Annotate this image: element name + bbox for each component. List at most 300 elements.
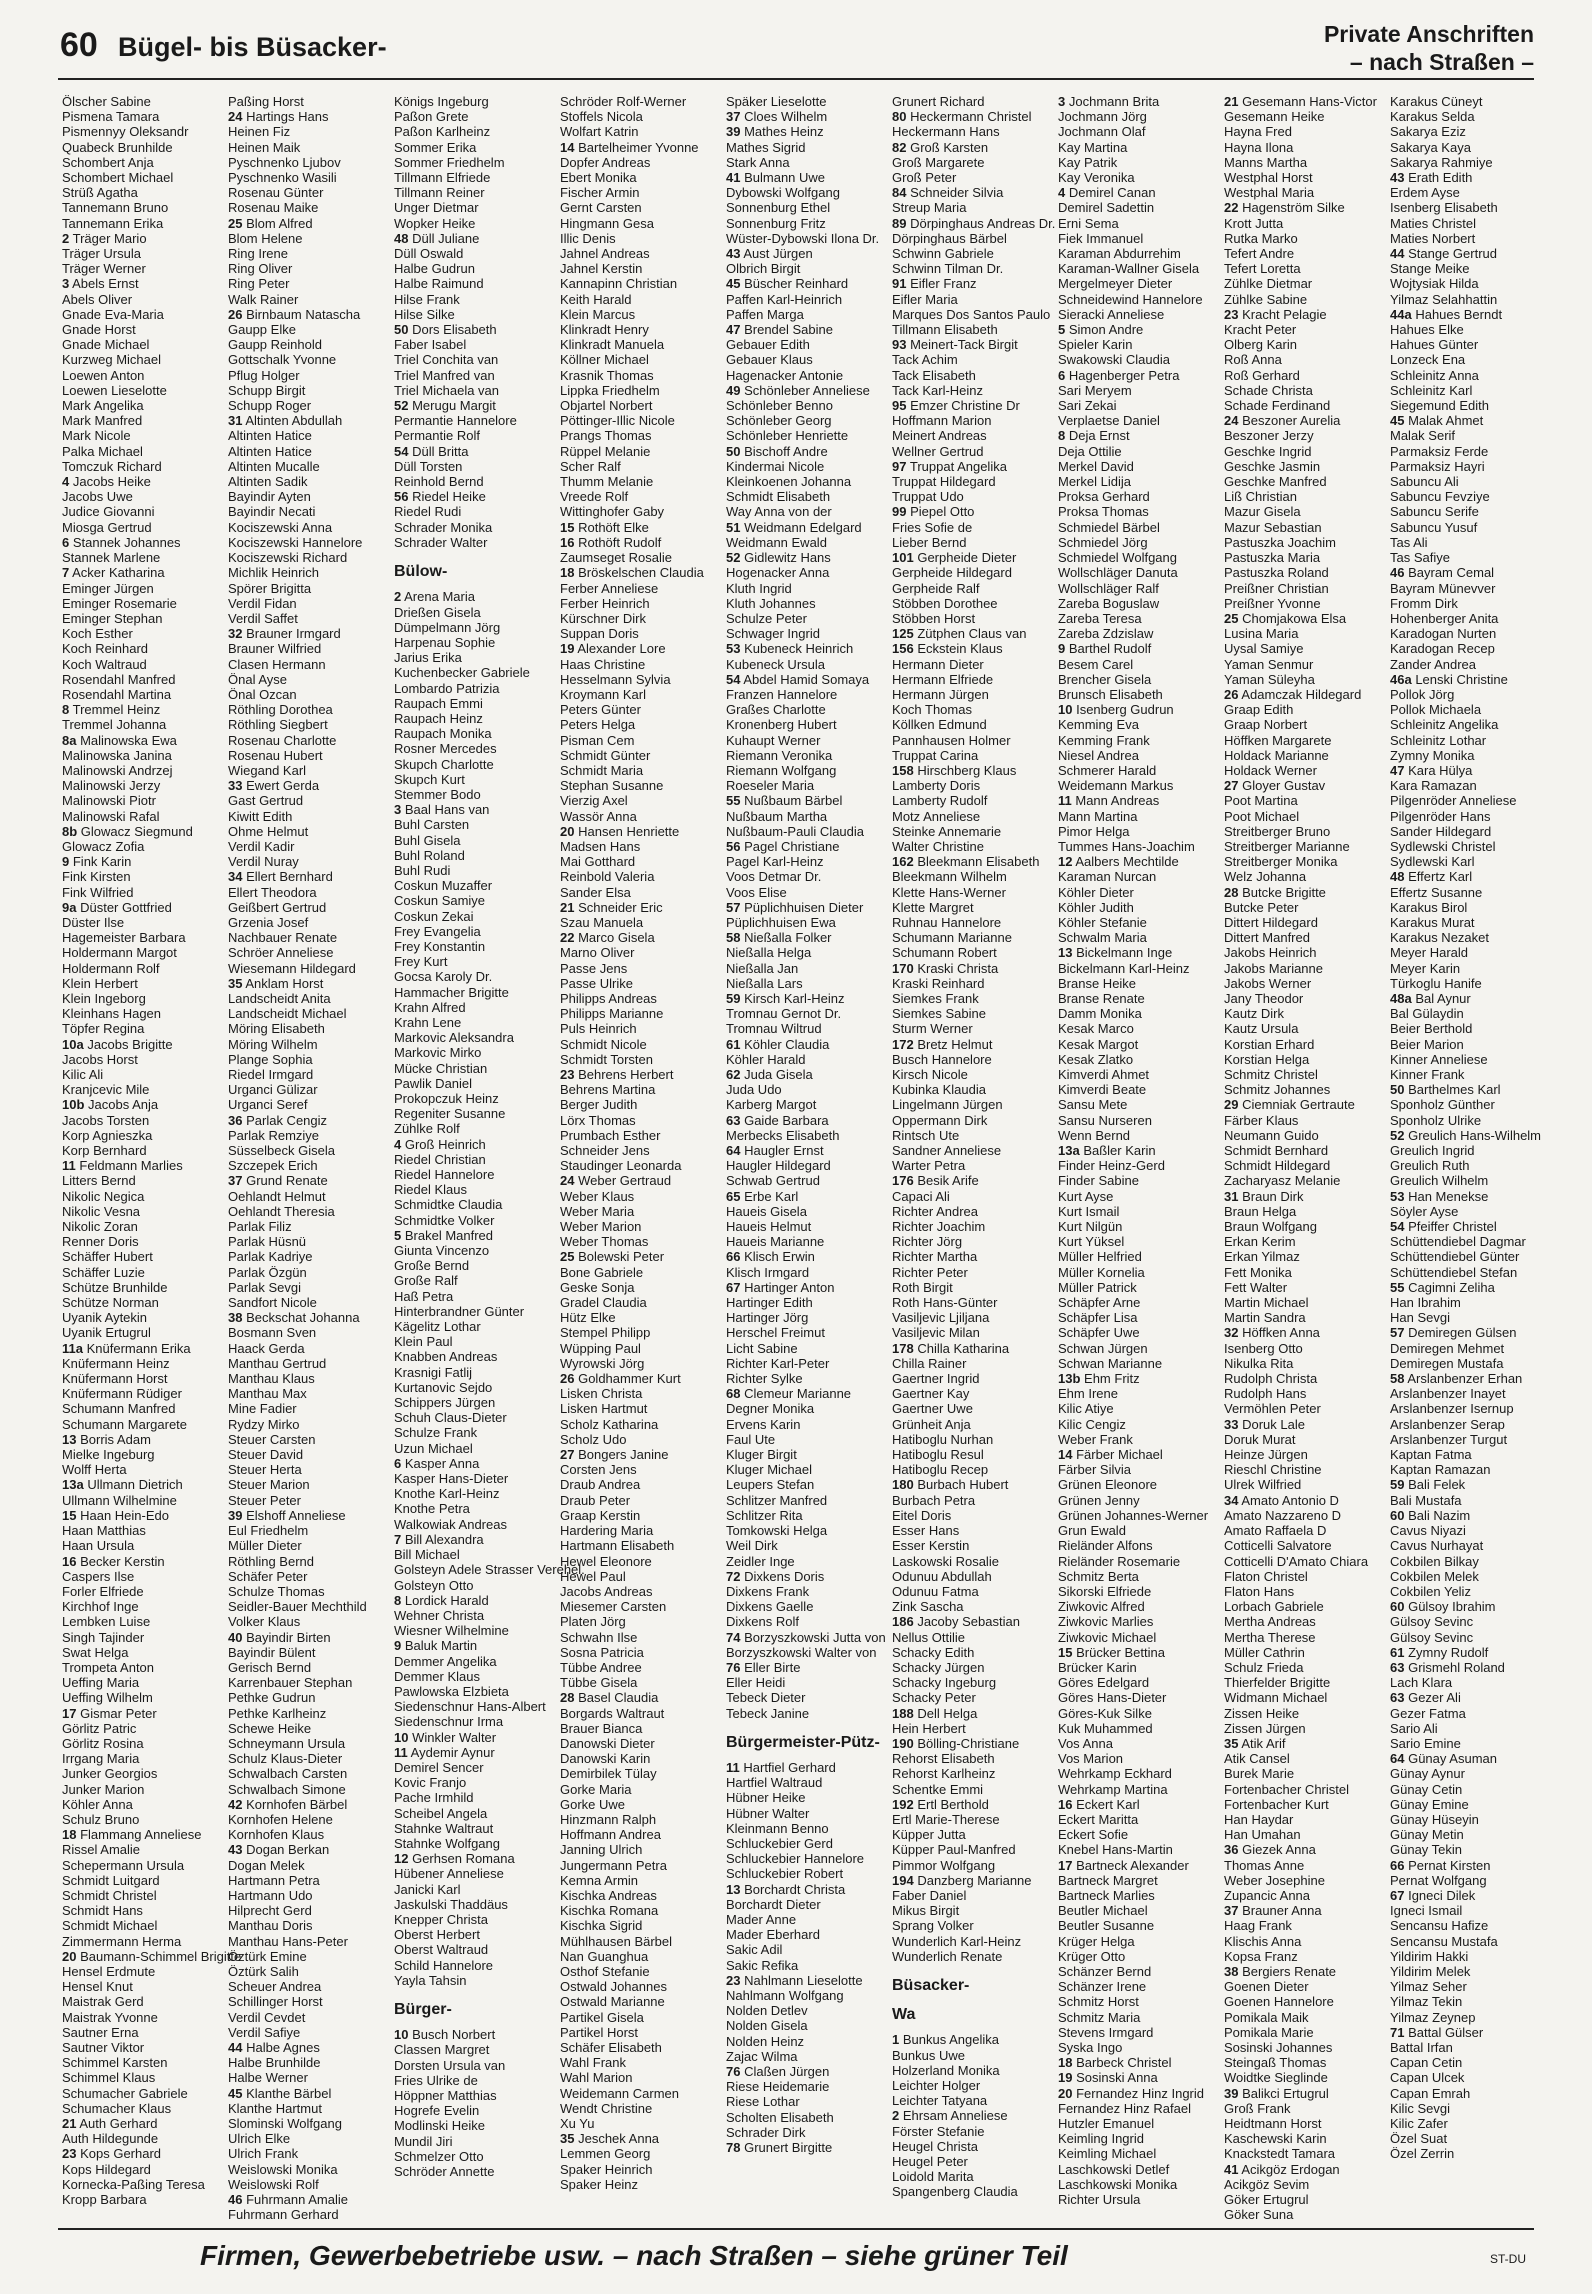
- directory-entry: Köhler Harald: [726, 1051, 806, 1067]
- directory-entry: Altinten Mucalle: [228, 458, 320, 474]
- directory-entry: Wiesner Wilhelmine: [394, 1623, 509, 1639]
- directory-entry: Ervens Karin: [726, 1416, 801, 1432]
- directory-entry: Sakarya Eziz: [1390, 124, 1466, 140]
- section-heading-line2: – nach Straßen –: [1349, 49, 1534, 75]
- directory-entry: Stoffels Nicola: [560, 109, 643, 125]
- directory-entry: Parlak Özgün: [228, 1264, 307, 1280]
- directory-entry: Prumbach Esther: [560, 1127, 661, 1143]
- directory-entry: Rudolph Hans: [1224, 1386, 1307, 1402]
- directory-entry: Jahnel Kerstin: [560, 261, 643, 277]
- directory-column-5: [726, 94, 889, 2155]
- directory-entry: Kurzweg Michael: [62, 352, 161, 368]
- resident-name: Gerpheide Dieter: [917, 550, 1017, 566]
- directory-entry: Passe Jens: [560, 960, 628, 976]
- directory-entry: Bayindir Necati: [228, 504, 316, 520]
- resident-name: Danzberg Marianne: [917, 1872, 1032, 1888]
- directory-entry: Eminger Jürgen: [62, 580, 154, 596]
- directory-entry: Laschkowski Monika: [1058, 2176, 1178, 2192]
- directory-entry: Höffken Margarete: [1224, 732, 1332, 748]
- house-number: 62: [726, 1067, 741, 1082]
- directory-entry: Wopker Heike: [394, 215, 476, 231]
- directory-entry: Litters Bernd: [62, 1173, 136, 1189]
- directory-entry: Mertha Andreas: [1224, 1614, 1316, 1630]
- directory-entry: Tremmel Johanna: [62, 717, 167, 733]
- directory-entry: Meyer Karin: [1390, 960, 1461, 976]
- directory-entry: Röthling Bernd: [228, 1553, 314, 1569]
- directory-entry: Siegemund Edith: [1390, 398, 1490, 414]
- house-number: 194: [892, 1872, 914, 1888]
- directory-entry: Geske Sonja: [560, 1279, 635, 1295]
- house-number: 58: [726, 930, 741, 946]
- resident-name: Kasper Anna: [404, 1455, 480, 1471]
- directory-entry: Wendt Christine: [560, 2100, 653, 2116]
- directory-entry: Krahn Lene: [394, 1014, 462, 1030]
- directory-entry: Klein Herbert: [62, 975, 138, 991]
- resident-name: Günay Asuman: [1408, 1751, 1497, 1767]
- directory-entry: Platen Jörg: [560, 1614, 626, 1630]
- directory-entry: Gezer Fatma: [1390, 1705, 1466, 1721]
- directory-entry: Stevens Irmgard: [1058, 2024, 1154, 2040]
- directory-entry: Verdil Kadir: [228, 838, 295, 854]
- directory-entry: Deja Ottilie: [1058, 443, 1122, 459]
- directory-entry: Battal Irfan: [1390, 2040, 1453, 2055]
- directory-entry: Manthau Klaus: [228, 1371, 315, 1387]
- directory-entry: Özel Suat: [1390, 2131, 1448, 2147]
- directory-entry: Fett Walter: [1224, 1279, 1288, 1295]
- directory-entry: Wehrkamp Martina: [1058, 1781, 1168, 1797]
- resident-name: Düll Britta: [412, 443, 469, 459]
- directory-entry: Roß Gerhard: [1224, 367, 1300, 383]
- directory-entry: Marques Dos Santos Paulo: [892, 306, 1051, 322]
- directory-entry: Plange Sophia: [228, 1051, 313, 1067]
- directory-entry: [228, 216, 391, 231]
- directory-entry: Chilla Rainer: [892, 1355, 967, 1371]
- directory-entry: Manthau Max: [228, 1386, 307, 1402]
- resident-name: Jacoby Sebastian: [917, 1614, 1020, 1630]
- resident-name: Jeschek Anna: [578, 2131, 660, 2147]
- directory-entry: Ziwkovic Michael: [1058, 1629, 1157, 1645]
- directory-entry: Strüß Agatha: [62, 185, 138, 201]
- directory-entry: [1390, 565, 1553, 580]
- directory-entry: Wollschläger Danuta: [1058, 565, 1178, 581]
- directory-entry: Kropp Barbara: [62, 2192, 147, 2208]
- directory-entry: Kilic Sevgi: [1390, 2100, 1450, 2116]
- directory-entry: Rehorst Karlheinz: [892, 1766, 996, 1782]
- directory-entry: Steuer David: [228, 1447, 304, 1463]
- directory-entry: Oehlandt Theresia: [228, 1203, 335, 1219]
- directory-entry: [228, 109, 391, 124]
- directory-entry: Schleinitz Anna: [1390, 367, 1479, 383]
- directory-entry: Rieländer Rosemarie: [1058, 1553, 1181, 1569]
- directory-entry: Tefert Loretta: [1224, 261, 1301, 277]
- house-number: 33: [228, 778, 243, 794]
- directory-entry: Esser Hans: [892, 1523, 960, 1539]
- directory-entry: Tomkowski Helga: [726, 1523, 828, 1539]
- directory-entry: Zühlke Rolf: [394, 1121, 460, 1137]
- directory-entry: Voos Elise: [726, 884, 787, 900]
- directory-column-4: [560, 94, 723, 2192]
- directory-entry: Cotticelli D'Amato Chiara: [1224, 1553, 1369, 1569]
- directory-entry: Schrader Monika: [394, 519, 493, 535]
- directory-entry: Loewen Anton: [62, 367, 145, 383]
- directory-entry: [62, 1158, 225, 1173]
- directory-entry: Richter Jörg: [892, 1234, 963, 1250]
- directory-entry: Hardering Maria: [560, 1523, 654, 1539]
- directory-entry: Hütz Elke: [560, 1310, 616, 1326]
- directory-entry: Kaptan Fatma: [1390, 1447, 1472, 1463]
- directory-entry: [1058, 1143, 1221, 1158]
- directory-entry: Hübner Walter: [726, 1805, 810, 1821]
- directory-entry: [1390, 1751, 1553, 1766]
- directory-entry: Paffen Marga: [726, 306, 804, 322]
- directory-entry: Bill Michael: [394, 1547, 460, 1563]
- directory-entry: Kubinka Klaudia: [892, 1082, 986, 1098]
- directory-entry: Haag Frank: [1224, 1918, 1292, 1934]
- directory-entry: [1058, 2055, 1221, 2070]
- directory-entry: Sario Emine: [1390, 1735, 1461, 1751]
- directory-entry: Hagemeister Barbara: [62, 930, 186, 946]
- directory-entry: Fischer Armin: [560, 185, 640, 201]
- resident-name: Püplichhuisen Dieter: [744, 899, 864, 915]
- directory-entry: Sandner Anneliese: [892, 1143, 1002, 1159]
- directory-entry: [726, 550, 889, 565]
- directory-entry: Triel Manfred van: [394, 367, 495, 383]
- directory-entry: Bali Mustafa: [1390, 1492, 1462, 1508]
- directory-entry: Ferber Heinrich: [560, 595, 650, 611]
- house-number: 180: [892, 1477, 914, 1493]
- house-number: 71: [1390, 2024, 1405, 2040]
- directory-entry: Corsten Jens: [560, 1462, 637, 1478]
- directory-entry: Kilic Cengiz: [1058, 1416, 1126, 1432]
- directory-entry: Malinowski Piotr: [62, 793, 156, 809]
- resident-name: Brakel Manfred: [404, 1227, 494, 1243]
- directory-entry: Ostwald Marianne: [560, 1994, 665, 2010]
- directory-entry: Malak Serif: [1390, 428, 1456, 444]
- resident-name: Chilla Katharina: [917, 1340, 1010, 1356]
- resident-name: Alexander Lore: [577, 641, 666, 657]
- directory-entry: [892, 1706, 1055, 1721]
- resident-name: Ehm Fritz: [1084, 1371, 1140, 1387]
- directory-entry: Schröder Rolf-Werner: [560, 94, 687, 109]
- resident-name: Fernandez Hinz Ingrid: [1076, 2085, 1204, 2101]
- directory-entry: Ulrek Wilfried: [1224, 1477, 1302, 1493]
- directory-entry: Goenen Dieter: [1224, 1979, 1309, 1995]
- directory-entry: Stephan Susanne: [560, 778, 664, 794]
- directory-entry: Scholten Elisabeth: [726, 2109, 834, 2125]
- directory-entry: Oehlandt Helmut: [228, 1188, 326, 1204]
- directory-entry: Parmaksiz Ferde: [1390, 443, 1489, 459]
- resident-name: Kracht Pelagie: [1242, 306, 1327, 322]
- directory-entry: Schmitz Christel: [1224, 1067, 1318, 1082]
- directory-entry: Bal Gülaydin: [1390, 1006, 1464, 1022]
- directory-entry: Capan Cetin: [1390, 2055, 1463, 2071]
- directory-entry: Yaman Süleyha: [1224, 671, 1315, 687]
- directory-entry: Schäffer Hubert: [62, 1249, 153, 1265]
- directory-entry: Manthau Gertrud: [228, 1355, 327, 1371]
- house-number: 19: [1058, 2070, 1073, 2086]
- directory-entry: Kleinmann Benno: [726, 1820, 829, 1836]
- directory-entry: Ruhnau Hannelore: [892, 914, 1002, 930]
- directory-entry: [228, 413, 391, 428]
- directory-entry: [1390, 1645, 1553, 1660]
- resident-name: Parlak Cengiz: [246, 1112, 328, 1128]
- house-number: 12: [1058, 854, 1073, 870]
- house-number: 16: [62, 1553, 77, 1569]
- directory-entry: Mazur Gisela: [1224, 504, 1301, 520]
- directory-entry: Riedel Christian: [394, 1151, 486, 1167]
- directory-entry: Scheuer Andrea: [228, 1979, 322, 1995]
- house-number: 54: [1390, 1219, 1405, 1235]
- directory-entry: [62, 231, 225, 246]
- directory-entry: Verplaetse Daniel: [1058, 413, 1160, 429]
- directory-entry: Singh Tajinder: [62, 1629, 145, 1645]
- directory-entry: Sieracki Anneliese: [1058, 306, 1165, 322]
- directory-entry: [726, 991, 889, 1006]
- directory-entry: Zareba Boguslaw: [1058, 595, 1160, 611]
- directory-entry: Sosna Patricia: [560, 1644, 644, 1660]
- directory-entry: [726, 1143, 889, 1158]
- directory-entry: Ebert Monika: [560, 170, 637, 186]
- directory-column-6: [892, 94, 1055, 2200]
- directory-entry: [560, 930, 723, 945]
- house-number: 68: [726, 1386, 741, 1402]
- directory-entry: [892, 1614, 1055, 1629]
- directory-entry: Hartinger Edith: [726, 1295, 813, 1311]
- resident-name: Barthelmes Karl: [1408, 1082, 1501, 1098]
- resident-name: Arslanbenzer Erhan: [1407, 1371, 1523, 1387]
- resident-name: Stange Gertrud: [1408, 246, 1497, 262]
- directory-entry: Zühlke Sabine: [1224, 291, 1308, 307]
- directory-entry: Leichter Tatyana: [892, 2093, 988, 2109]
- directory-entry: Günay Emine: [1390, 1796, 1469, 1812]
- resident-name: Büscher Reinhard: [744, 276, 849, 292]
- directory-entry: Hoffmann Andrea: [560, 1827, 661, 1843]
- directory-entry: Schmidt Maria: [560, 762, 644, 778]
- directory-entry: Paßon Karlheinz: [394, 124, 491, 140]
- house-number: 14: [560, 139, 575, 155]
- directory-entry: Riese Heidemarie: [726, 2079, 830, 2095]
- resident-name: Zütphen Claus van: [917, 626, 1027, 642]
- directory-entry: Way Anna von der: [726, 504, 832, 520]
- directory-entry: Düll Oswald: [394, 246, 464, 262]
- resident-name: Barthel Rudolf: [1068, 641, 1152, 657]
- directory-entry: Rehorst Elisabeth: [892, 1751, 995, 1767]
- directory-entry: Proksa Gerhard: [1058, 489, 1150, 505]
- house-number: 3: [62, 276, 70, 292]
- directory-entry: Motz Anneliese: [892, 808, 981, 824]
- resident-name: Schneider Silvia: [910, 185, 1004, 201]
- house-number: 89: [892, 215, 907, 231]
- directory-entry: Sencansu Hafize: [1390, 1918, 1489, 1934]
- resident-name: Cloes Wilhelm: [744, 109, 828, 125]
- directory-entry: Gernt Carsten: [560, 200, 642, 216]
- directory-entry: [560, 1371, 723, 1386]
- directory-entry: Markovic Mirko: [394, 1045, 482, 1061]
- directory-entry: [892, 763, 1055, 778]
- directory-entry: Bartneck Margret: [1058, 1872, 1158, 1888]
- section-heading-line1: Private Anschriften: [1323, 21, 1534, 47]
- directory-entry: Görlitz Patric: [62, 1720, 137, 1736]
- directory-entry: Hilprecht Gerd: [228, 1903, 312, 1919]
- directory-entry: Grünen Jenny: [1058, 1492, 1140, 1508]
- house-number: 26: [228, 306, 243, 322]
- directory-entry: Nießalla Jan: [726, 960, 799, 976]
- directory-entry: [892, 216, 1055, 231]
- directory-entry: Hohenberger Anita: [1390, 610, 1499, 626]
- house-number: 158: [892, 762, 914, 778]
- directory-entry: Raupach Monika: [394, 726, 492, 742]
- directory-entry: Erni Sema: [1058, 215, 1119, 231]
- directory-entry: Roth Hans-Günter: [892, 1295, 998, 1311]
- directory-entry: Pawlik Daniel: [394, 1075, 473, 1091]
- resident-name: Kraski Christa: [917, 960, 999, 976]
- resident-name: Gezer Ali: [1408, 1690, 1461, 1706]
- house-number: 33: [1224, 1416, 1239, 1432]
- directory-entry: Kleinkoenen Johanna: [726, 474, 852, 490]
- directory-entry: Altinten Sadik: [228, 474, 308, 490]
- directory-entry: Wunderlich Renate: [892, 1948, 1003, 1964]
- house-number: 59: [1390, 1477, 1405, 1493]
- house-number: 13a: [62, 1477, 84, 1493]
- house-number: 53: [726, 641, 741, 657]
- directory-entry: Heidtmann Horst: [1224, 2116, 1322, 2132]
- directory-entry: Kay Martina: [1058, 139, 1128, 155]
- directory-entry: Stöbben Horst: [892, 610, 976, 626]
- directory-entry: Beier Marion: [1390, 1036, 1464, 1052]
- directory-entry: Warter Petra: [892, 1158, 966, 1174]
- directory-entry: Steuer Carsten: [228, 1431, 316, 1447]
- directory-entry: Schwab Gertrud: [726, 1173, 820, 1189]
- directory-entry: Zupancic Anna: [1224, 1887, 1311, 1903]
- directory-entry: Brauner Wilfried: [228, 641, 322, 657]
- directory-entry: Wiesemann Hildegard: [228, 960, 356, 976]
- directory-entry: Rutka Marko: [1224, 230, 1298, 246]
- directory-entry: Renner Doris: [62, 1234, 139, 1250]
- directory-entry: Malinowski Jerzy: [62, 778, 161, 794]
- house-number: 44: [228, 2040, 243, 2055]
- directory-entry: Partikel Horst: [560, 2024, 639, 2040]
- directory-entry: Richter Martha: [892, 1249, 978, 1265]
- house-number: 37: [1224, 1903, 1239, 1919]
- resident-name: Bolewski Peter: [578, 1249, 665, 1265]
- house-number: 17: [62, 1705, 77, 1721]
- directory-entry: Walk Rainer: [228, 291, 299, 307]
- directory-entry: Oppermann Dirk: [892, 1112, 988, 1128]
- directory-entry: Schumacher Gabriele: [62, 2085, 188, 2101]
- directory-entry: Peters Helga: [560, 717, 636, 733]
- directory-entry: Scheibel Angela: [394, 1805, 488, 1821]
- directory-entry: Unger Dietmar: [394, 200, 479, 216]
- directory-entry: Röthling Siegbert: [228, 717, 328, 733]
- house-number: 67: [726, 1279, 741, 1295]
- footer-divider: [58, 2228, 1534, 2230]
- directory-entry: Hahues Elke: [1390, 322, 1464, 338]
- directory-entry: Hilse Frank: [394, 291, 460, 307]
- directory-entry: Hingmann Gesa: [560, 215, 654, 231]
- directory-entry: Schönleber Benno: [726, 398, 833, 414]
- directory-entry: [560, 641, 723, 656]
- directory-entry: Tannemann Erika: [62, 215, 164, 231]
- directory-entry: Dittert Hildegard: [1224, 914, 1318, 930]
- directory-entry: Gnade Horst: [62, 322, 136, 338]
- directory-entry: Szau Manuela: [560, 914, 644, 930]
- directory-entry: Finder Heinz-Gerd: [1058, 1158, 1165, 1174]
- directory-entry: Hagenacker Antonie: [726, 367, 844, 383]
- resident-name: Tremmel Heinz: [72, 702, 161, 718]
- directory-entry: [62, 565, 225, 580]
- directory-entry: Glowacz Zofia: [62, 838, 145, 854]
- directory-entry: Junker Marion: [62, 1781, 145, 1797]
- directory-entry: [1390, 1599, 1553, 1614]
- directory-entry: [1224, 307, 1387, 322]
- directory-entry: [394, 1730, 557, 1745]
- directory-entry: Demmer Angelika: [394, 1653, 497, 1669]
- directory-entry: Heugel Peter: [892, 2154, 968, 2170]
- house-number: 66: [726, 1249, 741, 1265]
- directory-entry: Verdil Fidan: [228, 595, 297, 611]
- directory-entry: Han Ibrahim: [1390, 1295, 1461, 1311]
- directory-entry: Manthau Doris: [228, 1918, 313, 1934]
- directory-entry: Ehm Irene: [1058, 1386, 1118, 1402]
- directory-entry: Kilic Zafer: [1390, 2116, 1448, 2132]
- resident-name: Feldmann Marlies: [79, 1158, 183, 1174]
- directory-entry: [394, 2027, 557, 2042]
- resident-name: Bölling-Christiane: [917, 1735, 1020, 1751]
- directory-entry: Greulich Ruth: [1390, 1158, 1470, 1174]
- directory-entry: [892, 1173, 1055, 1188]
- directory-entry: Gaertner Kay: [892, 1386, 970, 1402]
- directory-entry: Mikus Birgit: [892, 1903, 960, 1919]
- directory-entry: Irrgang Maria: [62, 1751, 140, 1767]
- directory-entry: Zissen Heike: [1224, 1705, 1300, 1721]
- directory-entry: [62, 535, 225, 550]
- directory-entry: Steuer Herta: [228, 1462, 302, 1478]
- directory-entry: Graßes Charlotte: [726, 702, 826, 718]
- directory-entry: Beszoner Jerzy: [1224, 428, 1314, 444]
- directory-entry: Richter Joachim: [892, 1219, 986, 1235]
- page-number: 60: [60, 26, 98, 64]
- directory-entry: Schulz Klaus-Dieter: [228, 1751, 343, 1767]
- directory-entry: [394, 1456, 557, 1471]
- resident-name: Gülsoy Ibrahim: [1408, 1599, 1496, 1615]
- directory-entry: Welz Johanna: [1224, 869, 1307, 885]
- directory-entry: Höppner Matthias: [394, 2088, 497, 2103]
- house-number: 91: [892, 276, 907, 292]
- resident-name: Greulich Hans-Wilhelm: [1408, 1127, 1542, 1143]
- resident-name: Malak Ahmet: [1408, 413, 1484, 429]
- directory-entry: [892, 504, 1055, 519]
- directory-entry: Beutler Michael: [1058, 1903, 1148, 1919]
- directory-entry: Ueffing Maria: [62, 1675, 140, 1691]
- directory-entry: Geschke Ingrid: [1224, 443, 1312, 459]
- directory-entry: Modlinski Heike: [394, 2118, 486, 2134]
- directory-entry: [394, 489, 557, 504]
- resident-name: Gidlewitz Hans: [744, 550, 831, 566]
- directory-entry: Lombardo Patrizia: [394, 680, 500, 696]
- directory-entry: [1390, 307, 1553, 322]
- directory-entry: Korstian Erhard: [1224, 1036, 1315, 1052]
- directory-entry: Mundil Jiri: [394, 2133, 453, 2149]
- directory-entry: Schmidt Hildegard: [1224, 1158, 1331, 1174]
- directory-entry: [1058, 854, 1221, 869]
- directory-entry: Hesselmann Sylvia: [560, 671, 671, 687]
- directory-entry: Schönleber Georg: [726, 413, 832, 429]
- resident-name: Schönleber Anneliese: [744, 382, 870, 398]
- directory-entry: Pache Irmhild: [394, 1790, 474, 1806]
- directory-entry: Demmer Klaus: [394, 1668, 480, 1684]
- resident-name: Gerhsen Romana: [412, 1851, 515, 1867]
- directory-entry: Judice Giovanni: [62, 504, 155, 520]
